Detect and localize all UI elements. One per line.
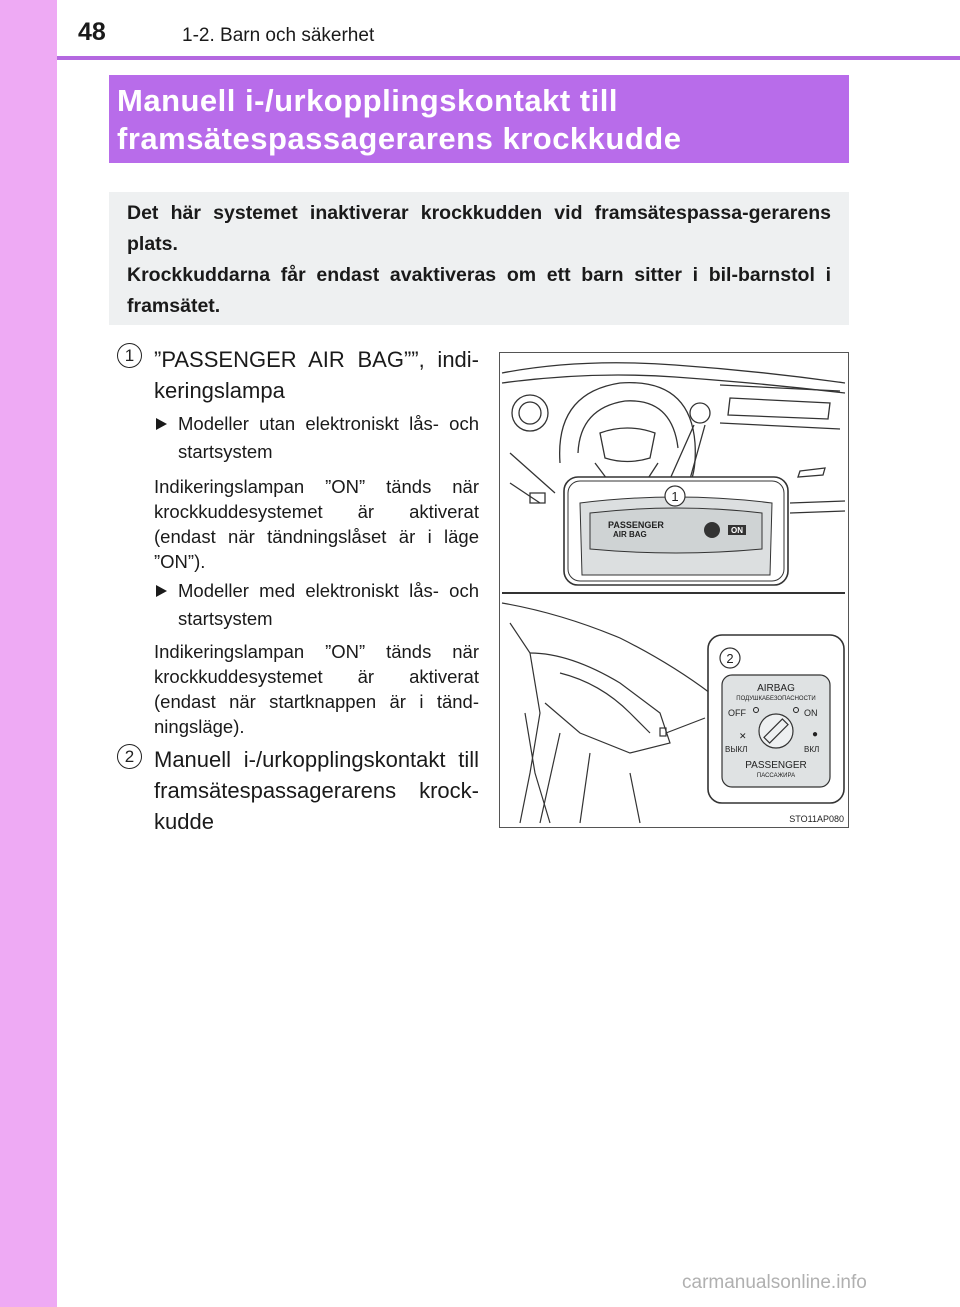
section-title [109, 75, 849, 163]
lamp-on-label: ON [731, 526, 743, 535]
dashboard-figure [499, 352, 849, 828]
lamp-label-line1: PASSENGER [608, 520, 664, 530]
section-header: 1-2. Barn och säkerhet [182, 25, 375, 46]
airbag-on-icon: ● [812, 729, 819, 740]
switch-off-ru: ВЫКЛ [725, 745, 748, 754]
bullet-triangle-icon [156, 585, 167, 597]
item-number-2: 2 [117, 744, 142, 769]
switch-title: AIRBAG [757, 683, 795, 694]
bullet-2 [154, 577, 479, 633]
switch-on-ru: ВКЛ [804, 745, 820, 754]
intro-box [109, 192, 849, 325]
callout-1-number: 1 [671, 489, 679, 504]
title-line-1: Manuell i-/urkopplingskontakt till [117, 83, 618, 118]
bullet-2-label: Modeller med elektroniskt lås- och startsystem [178, 580, 479, 629]
key-switch-knob [759, 714, 793, 748]
callout-2-number: 2 [726, 651, 734, 666]
switch-off-label: OFF [728, 708, 746, 718]
switch-title-ru: ПОДУШКАБЕЗОПАСНОСТИ [736, 696, 816, 702]
item-number-1: 1 [117, 343, 142, 368]
figure-code: STO11AP080 [789, 814, 844, 824]
switch-passenger-ru: ПАССАЖИРА [756, 773, 796, 779]
airbag-off-icon: ✕ [739, 731, 747, 741]
switch-on-label: ON [804, 708, 818, 718]
watermark: carmanualsonline.info [682, 1272, 867, 1293]
bullet-1-text: Indikeringslampan ”ON” tänds när krockkuddesystemet är aktiverat (endast när tändningslåset är i läge ”ON”). [154, 476, 479, 572]
intro-paragraph-2: Krockkuddarna får endast avaktiveras om ett barn sitter i bil-barnstol i framsätet. [127, 264, 831, 317]
item-1-title: ”PASSENGER AIR BAG””, indi-keringslampa [154, 347, 479, 403]
bullet-2-text: Indikeringslampan ”ON” tänds när krockkuddesystemet är aktiverat (endast när startknappen är i tänd-ningsläge). [154, 641, 479, 737]
side-band [0, 0, 57, 1307]
lamp-label-line2: AIR BAG [613, 530, 647, 539]
page-number: 48 [78, 18, 106, 46]
airbag-icon [704, 522, 720, 538]
header-rule [57, 56, 960, 60]
dashboard-illustration [500, 353, 847, 826]
item-2-title: Manuell i-/urkopplingskontakt till framsätespassagerarens krock-kudde [154, 747, 479, 834]
switch-passenger: PASSENGER [745, 760, 807, 771]
bullet-triangle-icon [156, 418, 167, 430]
bullet-1-label: Modeller utan elektroniskt lås- och startsystem [178, 413, 479, 462]
bullet-1 [154, 410, 479, 466]
intro-paragraph-1: Det här systemet inaktiverar krockkudden vid framsätespassa-gerarens plats. [127, 202, 831, 255]
title-line-2: framsätespassagerarens krockkudde [117, 121, 682, 156]
